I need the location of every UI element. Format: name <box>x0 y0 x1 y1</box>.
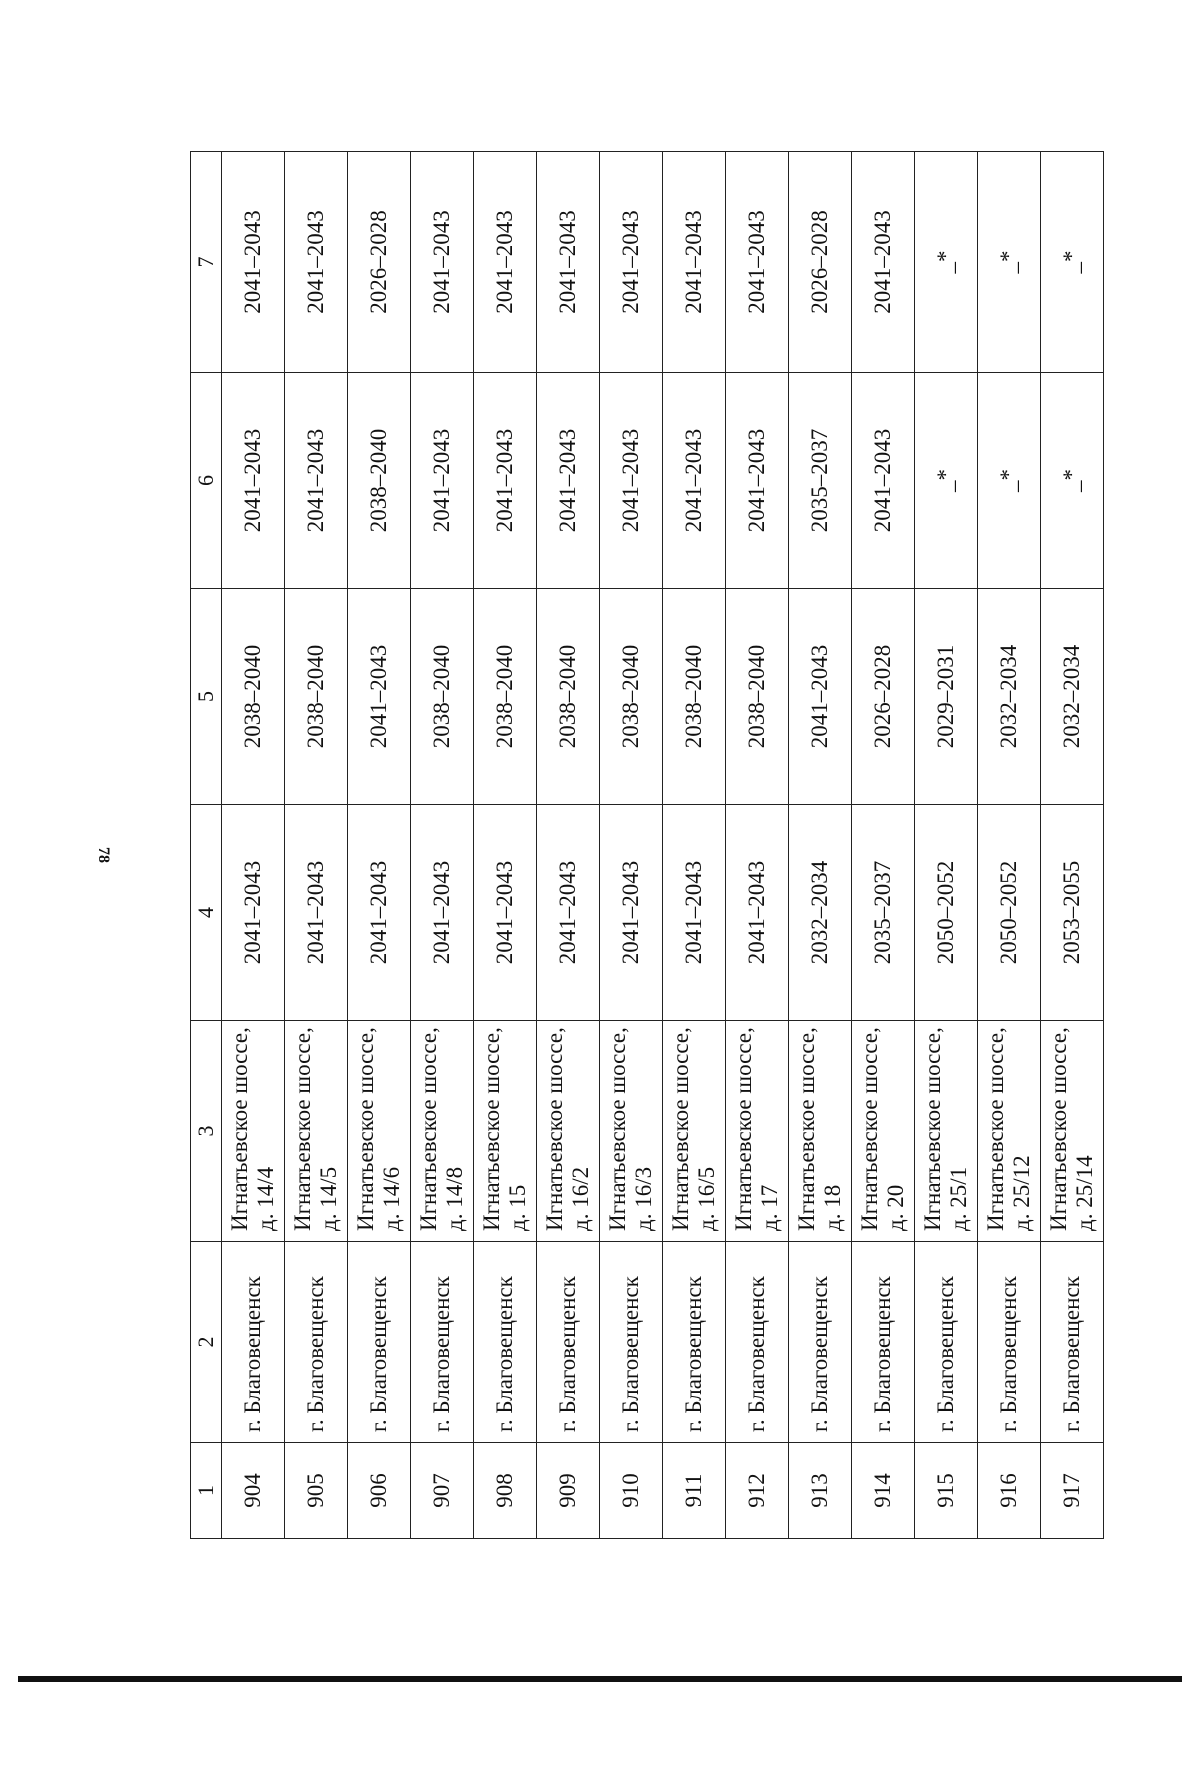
cell-number: 912 <box>726 1443 789 1539</box>
rotated-table-container <box>190 159 1098 1539</box>
cell-city: г. Благовещенск <box>222 1242 285 1443</box>
cell-col-4: 2032–2034 <box>789 805 852 1021</box>
cell-address <box>411 1021 474 1242</box>
cell-number: 906 <box>348 1443 411 1539</box>
cell-city: г. Благовещенск <box>285 1242 348 1443</box>
table-inner <box>190 159 1098 1539</box>
header-col-3: 3 <box>191 1021 222 1242</box>
table-row <box>852 152 915 1539</box>
cell-address <box>1041 1021 1104 1242</box>
cell-address <box>663 1021 726 1242</box>
cell-address <box>978 1021 1041 1242</box>
cell-number: 915 <box>915 1443 978 1539</box>
cell-col-6: 2041–2043 <box>474 373 537 589</box>
cell-col-7: 2041–2043 <box>285 152 348 373</box>
cell-col-4: 2041–2043 <box>663 805 726 1021</box>
cell-col-5: 2038–2040 <box>600 589 663 805</box>
cell-col-7: 2041–2043 <box>222 152 285 373</box>
table-row <box>663 152 726 1539</box>
cell-col-4: 2041–2043 <box>411 805 474 1021</box>
cell-col-5: 2032–2034 <box>1041 589 1104 805</box>
address-street: Игнатьевское шоссе, <box>542 1027 567 1231</box>
cell-number: 916 <box>978 1443 1041 1539</box>
cell-col-7: 2041–2043 <box>600 152 663 373</box>
address-street: Игнатьевское шоссе, <box>227 1027 252 1231</box>
bottom-rule <box>18 1676 1182 1682</box>
table-row <box>348 152 411 1539</box>
address-house: д. 16/2 <box>568 1166 593 1231</box>
cell-col-7: 2026–2028 <box>348 152 411 373</box>
cell-col-5: 2029–2031 <box>915 589 978 805</box>
cell-col-7: 2041–2043 <box>852 152 915 373</box>
cell-address <box>537 1021 600 1242</box>
table-row <box>537 152 600 1539</box>
address-house: д. 14/8 <box>442 1166 467 1231</box>
cell-number: 909 <box>537 1443 600 1539</box>
cell-col-5: 2038–2040 <box>411 589 474 805</box>
address-house: д. 14/5 <box>316 1166 341 1231</box>
address-house: д. 25/14 <box>1072 1155 1097 1231</box>
cell-col-5: 2038–2040 <box>663 589 726 805</box>
cell-col-7: 2041–2043 <box>663 152 726 373</box>
header-col-2: 2 <box>191 1242 222 1443</box>
cell-col-6: 2041–2043 <box>285 373 348 589</box>
cell-col-6: 2041–2043 <box>222 373 285 589</box>
address-house: д. 16/5 <box>694 1166 719 1231</box>
cell-city: г. Благовещенск <box>537 1242 600 1443</box>
cell-col-6: 2041–2043 <box>852 373 915 589</box>
cell-city: г. Благовещенск <box>726 1242 789 1443</box>
table-row <box>1041 152 1104 1539</box>
address-street: Игнатьевское шоссе, <box>731 1027 756 1231</box>
cell-number: 904 <box>222 1443 285 1539</box>
address-house: д. 16/3 <box>631 1166 656 1231</box>
cell-col-6: 2041–2043 <box>726 373 789 589</box>
cell-number: 910 <box>600 1443 663 1539</box>
cell-number: 914 <box>852 1443 915 1539</box>
cell-city: г. Благовещенск <box>852 1242 915 1443</box>
cell-col-5: 2041–2043 <box>789 589 852 805</box>
cell-city: г. Благовещенск <box>1041 1242 1104 1443</box>
header-col-7: 7 <box>191 152 222 373</box>
cell-number: 905 <box>285 1443 348 1539</box>
header-col-1: 1 <box>191 1443 222 1539</box>
cell-col-6: _* <box>915 373 978 589</box>
cell-city: г. Благовещенск <box>915 1242 978 1443</box>
cell-col-7: 2041–2043 <box>537 152 600 373</box>
address-street: Игнатьевское шоссе, <box>668 1027 693 1231</box>
address-street: Игнатьевское шоссе, <box>479 1027 504 1231</box>
address-street: Игнатьевское шоссе, <box>605 1027 630 1231</box>
cell-number: 917 <box>1041 1443 1104 1539</box>
cell-col-4: 2041–2043 <box>474 805 537 1021</box>
cell-col-5: 2032–2034 <box>978 589 1041 805</box>
address-house: д. 20 <box>883 1184 908 1231</box>
address-house: д. 25/12 <box>1009 1155 1034 1231</box>
cell-col-5: 2038–2040 <box>474 589 537 805</box>
cell-col-6: 2041–2043 <box>663 373 726 589</box>
cell-col-7: 2041–2043 <box>411 152 474 373</box>
cell-col-5: 2038–2040 <box>537 589 600 805</box>
cell-col-4: 2041–2043 <box>537 805 600 1021</box>
table-body <box>222 152 1104 1539</box>
table-row <box>789 152 852 1539</box>
table-row <box>915 152 978 1539</box>
cell-city: г. Благовещенск <box>663 1242 726 1443</box>
cell-address <box>915 1021 978 1242</box>
cell-col-6: 2041–2043 <box>411 373 474 589</box>
cell-col-7: _* <box>915 152 978 373</box>
table-row <box>411 152 474 1539</box>
cell-col-4: 2050–2052 <box>978 805 1041 1021</box>
cell-col-5: 2038–2040 <box>726 589 789 805</box>
cell-col-7: 2041–2043 <box>474 152 537 373</box>
cell-address <box>726 1021 789 1242</box>
cell-number: 913 <box>789 1443 852 1539</box>
address-house: д. 18 <box>820 1184 845 1231</box>
cell-col-4: 2041–2043 <box>726 805 789 1021</box>
cell-col-6: 2041–2043 <box>600 373 663 589</box>
address-street: Игнатьевское шоссе, <box>920 1027 945 1231</box>
address-street: Игнатьевское шоссе, <box>290 1027 315 1231</box>
cell-address <box>285 1021 348 1242</box>
cell-col-4: 2035–2037 <box>852 805 915 1021</box>
header-row <box>191 152 222 1539</box>
cell-col-6: _* <box>978 373 1041 589</box>
cell-col-6: 2035–2037 <box>789 373 852 589</box>
cell-city: г. Благовещенск <box>474 1242 537 1443</box>
page-number: 78 <box>95 847 112 863</box>
header-col-6: 6 <box>191 373 222 589</box>
table-row <box>978 152 1041 1539</box>
cell-number: 908 <box>474 1443 537 1539</box>
cell-col-7: 2041–2043 <box>726 152 789 373</box>
table-row <box>600 152 663 1539</box>
cell-col-5: 2038–2040 <box>222 589 285 805</box>
address-house: д. 15 <box>505 1184 530 1231</box>
address-street: Игнатьевское шоссе, <box>983 1027 1008 1231</box>
table-header <box>191 152 222 1539</box>
cell-col-4: 2050–2052 <box>915 805 978 1021</box>
cell-address <box>348 1021 411 1242</box>
data-table <box>190 151 1104 1539</box>
cell-col-4: 2041–2043 <box>348 805 411 1021</box>
cell-col-4: 2053–2055 <box>1041 805 1104 1021</box>
address-street: Игнатьевское шоссе, <box>353 1027 378 1231</box>
cell-col-4: 2041–2043 <box>285 805 348 1021</box>
cell-col-6: 2041–2043 <box>537 373 600 589</box>
cell-address <box>222 1021 285 1242</box>
header-col-4: 4 <box>191 805 222 1021</box>
cell-col-6: _* <box>1041 373 1104 589</box>
address-street: Игнатьевское шоссе, <box>416 1027 441 1231</box>
cell-city: г. Благовещенск <box>978 1242 1041 1443</box>
cell-number: 907 <box>411 1443 474 1539</box>
cell-address <box>600 1021 663 1242</box>
table-row <box>285 152 348 1539</box>
address-street: Игнатьевское шоссе, <box>1046 1027 1071 1231</box>
table-row <box>726 152 789 1539</box>
address-house: д. 17 <box>757 1184 782 1231</box>
cell-col-4: 2041–2043 <box>600 805 663 1021</box>
cell-col-5: 2038–2040 <box>285 589 348 805</box>
cell-address <box>474 1021 537 1242</box>
cell-col-4: 2041–2043 <box>222 805 285 1021</box>
address-house: д. 14/6 <box>379 1166 404 1231</box>
cell-col-5: 2041–2043 <box>348 589 411 805</box>
cell-address <box>789 1021 852 1242</box>
cell-city: г. Благовещенск <box>600 1242 663 1443</box>
table-row <box>474 152 537 1539</box>
cell-col-7: _* <box>1041 152 1104 373</box>
cell-col-5: 2026–2028 <box>852 589 915 805</box>
cell-city: г. Благовещенск <box>789 1242 852 1443</box>
header-col-5: 5 <box>191 589 222 805</box>
address-house: д. 14/4 <box>253 1166 278 1231</box>
cell-address <box>852 1021 915 1242</box>
address-street: Игнатьевское шоссе, <box>857 1027 882 1231</box>
address-street: Игнатьевское шоссе, <box>794 1027 819 1231</box>
table-row <box>222 152 285 1539</box>
cell-col-7: 2026–2028 <box>789 152 852 373</box>
cell-city: г. Благовещенск <box>348 1242 411 1443</box>
cell-city: г. Благовещенск <box>411 1242 474 1443</box>
cell-number: 911 <box>663 1443 726 1539</box>
cell-col-6: 2038–2040 <box>348 373 411 589</box>
cell-col-7: _* <box>978 152 1041 373</box>
address-house: д. 25/1 <box>946 1166 971 1231</box>
